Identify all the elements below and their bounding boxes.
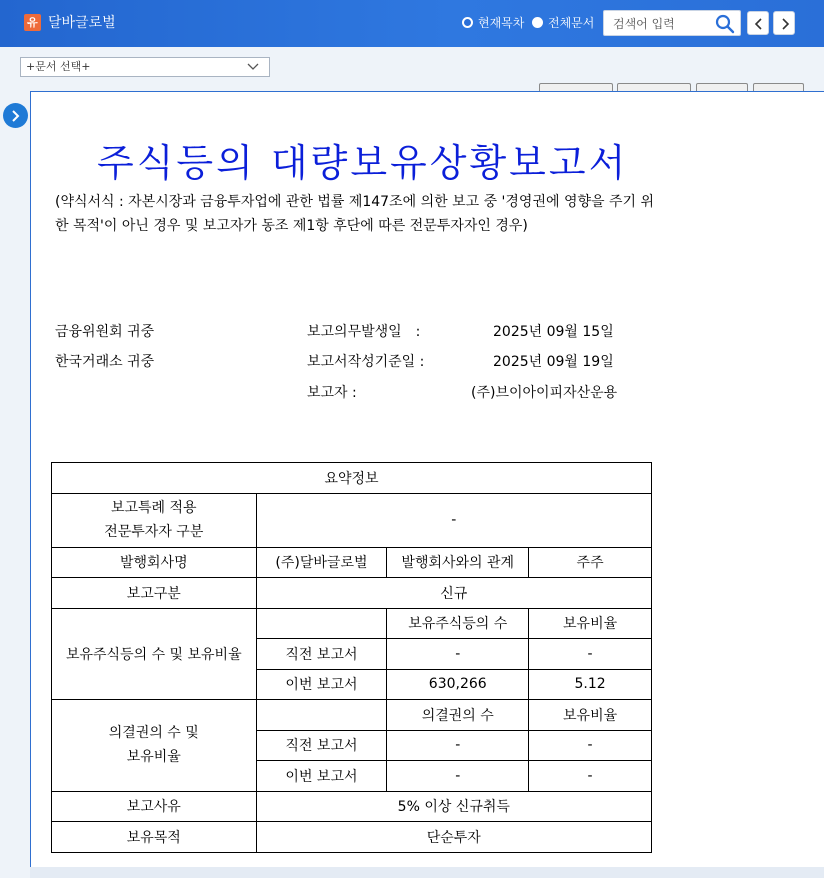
company-logo-icon: 유 [24,14,41,31]
document-title: 주식등의 대량보유상황보고서 [97,141,629,185]
radio-selected-icon [462,17,473,28]
document-viewer [30,91,824,867]
special-label-line2: 전문투자자 구분 [104,524,204,540]
holding-prev-ratio: - [529,639,652,670]
voting-ratio-header: 보유비율 [529,700,652,731]
voting-label [52,700,257,792]
reporter-label: 보고자 : [307,385,357,401]
radio-current-label: 현재목차 [478,16,525,30]
issuer-label: 발행회사명 [52,547,257,578]
radio-all-docs[interactable] [532,14,594,31]
document-subtitle: (약식서식 : 자본시장과 금융투자업에 관한 법률 제147조에 의한 보고 중 '경영권에 영향을 주기 위한 목적'이 아닌 경우 및 보고자가 동조 제1항 후단에 따른 전문투자자인 경우) [55,194,654,234]
voting-label-line1: 의결권의 수 및 [108,725,199,742]
radio-unselected-icon [532,17,543,28]
chevron-right-icon [11,110,21,122]
special-label [52,493,257,547]
voting-prev-ratio: - [529,730,652,761]
chevron-right-icon [779,17,791,31]
voting-prev-label: 직전 보고서 [256,730,387,761]
holding-ratio-header: 보유비율 [529,608,652,639]
next-button[interactable] [773,11,795,35]
company-name[interactable]: 달바글로벌 [48,15,116,31]
holding-curr-label: 이번 보고서 [256,669,387,700]
document-select[interactable] [20,57,270,77]
document-select-value: +문서 선택+ [26,60,91,73]
reporter-value: (주)브이아이피자산운용 [471,385,618,401]
purpose-value: 단순투자 [256,822,651,853]
search-icon[interactable] [715,14,735,34]
relation-label: 발행회사와의 관계 [387,547,529,578]
holding-curr-count: 630,266 [387,669,529,700]
addressee-krx: 한국거래소 귀중 [55,354,155,370]
voting-prev-count: - [387,730,529,761]
voting-empty-cell [256,700,387,731]
holding-label: 보유주식등의 수 및 보유비율 [52,608,257,700]
voting-label-line2: 보유비율 [126,749,181,766]
holding-empty-cell [256,608,387,639]
special-label-line1: 보고특례 적용 [110,500,197,516]
search-placeholder: 검색어 입력 [613,17,675,31]
special-value: - [256,493,651,547]
voting-curr-count: - [387,761,529,792]
voting-curr-label: 이번 보고서 [256,761,387,792]
date1-label: 보고의무발생일 : [307,324,421,340]
date1-value: 2025년 09월 15일 [493,324,614,340]
voting-curr-ratio: - [529,761,652,792]
holding-curr-ratio: 5.12 [529,669,652,700]
bottom-margin [30,867,824,878]
holding-prev-label: 직전 보고서 [256,639,387,670]
date2-label: 보고서작성기준일 : [307,354,425,370]
radio-all-label: 전체문서 [548,16,595,30]
sidebar-toggle-button[interactable] [3,103,28,128]
summary-table [51,462,652,853]
addressee-fsc: 금융위원회 귀중 [55,324,155,340]
top-bar [0,0,824,47]
chevron-down-icon [247,63,259,71]
report-type-label: 보고구분 [52,578,257,609]
prev-button[interactable] [747,11,769,35]
search-input[interactable] [603,10,741,36]
purpose-label: 보유목적 [52,822,257,853]
date2-value: 2025년 09월 19일 [493,354,614,370]
radio-current-toc[interactable] [462,14,524,31]
holding-prev-count: - [387,639,529,670]
chevron-left-icon [753,17,765,31]
relation-value: 주주 [529,547,652,578]
issuer-value: (주)달바글로벌 [256,547,387,578]
report-type-value: 신규 [256,578,651,609]
holding-count-header: 보유주식등의 수 [387,608,529,639]
voting-count-header: 의결권의 수 [387,700,529,731]
reason-label: 보고사유 [52,791,257,822]
reason-value: 5% 이상 신규취득 [256,791,651,822]
summary-caption: 요약정보 [52,463,652,494]
